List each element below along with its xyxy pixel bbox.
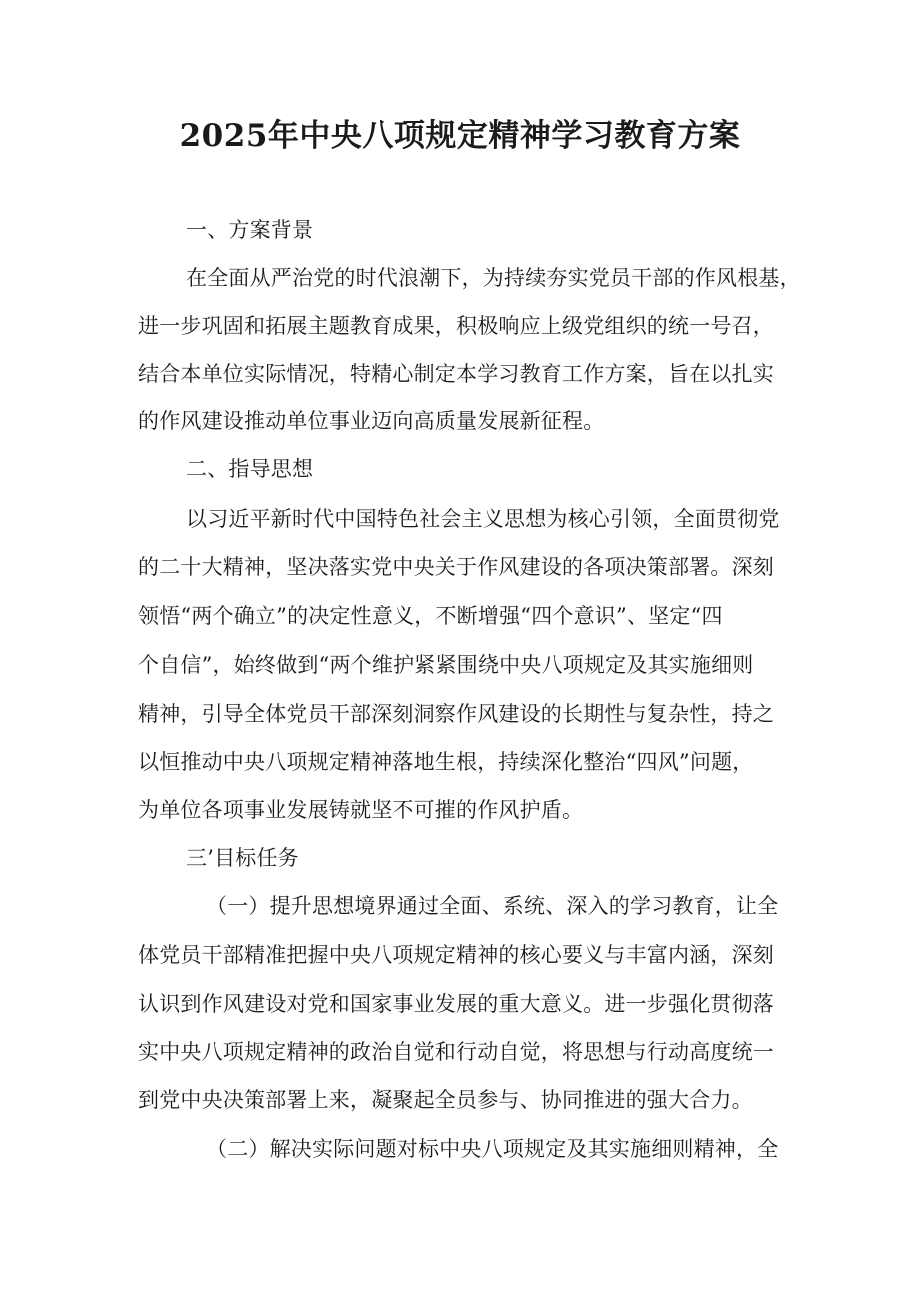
paragraph-line: 的作风建设推动单位事业迈向高质量发展新征程。: [138, 409, 605, 433]
paragraph-line: 个自信”，始终做到“两个维护紧紧围绕中央八项规定及其实施细则: [138, 653, 754, 677]
paragraph-line: （一）提升思想境界通过全面、系统、深入的学习教育，让全: [206, 894, 779, 918]
paragraph-line: 到党中央决策部署上来，凝聚起全员参与、协同推进的强大合力。: [138, 1088, 753, 1112]
paragraph-line: 为单位各项事业发展铸就坚不可摧的作风护盾。: [138, 798, 584, 822]
paragraph-line: 在全面从严治党的时代浪潮下，为持续夯实党员干部的作风根基，: [186, 266, 801, 290]
paragraph-line: 实中央八项规定精神的政治自觉和行动自觉，将思想与行动高度统一: [138, 1040, 774, 1064]
paragraph-line: 以习近平新时代中国特色社会主义思想为核心引领，全面贯彻党: [186, 507, 780, 531]
paragraph-line: 认识到作风建设对党和国家事业发展的重大意义。进一步强化贯彻落: [138, 992, 774, 1016]
section-heading-background: 一、方案背景: [186, 218, 314, 242]
paragraph-line: 的二十大精神，坚决落实党中央关于作风建设的各项决策部署。深刻: [138, 555, 774, 579]
paragraph-line: 精神，引导全体党员干部深刻洞察作风建设的长期性与复杂性，持之: [138, 702, 774, 726]
paragraph-line: 以恒推动中央八项规定精神落地生根，持续深化整治“四风”问题，: [138, 750, 754, 774]
document-title: 2025年中央八项规定精神学习教育方案: [179, 118, 741, 154]
paragraph-line: 体党员干部精准把握中央八项规定精神的核心要义与丰富内涵，深刻: [138, 943, 774, 967]
section-heading-guiding-thought: 二、指导思想: [186, 457, 314, 481]
paragraph-line: 结合本单位实际情况，特精心制定本学习教育工作方案，旨在以扎实: [138, 362, 774, 386]
paragraph-line: 领悟“两个确立”的决定性意义，不断增强“四个意识”、坚定“四: [138, 604, 723, 628]
paragraph-line: 进一步巩固和拓展主题教育成果，积极响应上级党组织的统一号召，: [138, 314, 774, 338]
section-heading-goals: 三’目标任务: [186, 846, 299, 870]
paragraph-line: （二）解决实际问题对标中央八项规定及其实施细则精神，全: [206, 1137, 779, 1161]
